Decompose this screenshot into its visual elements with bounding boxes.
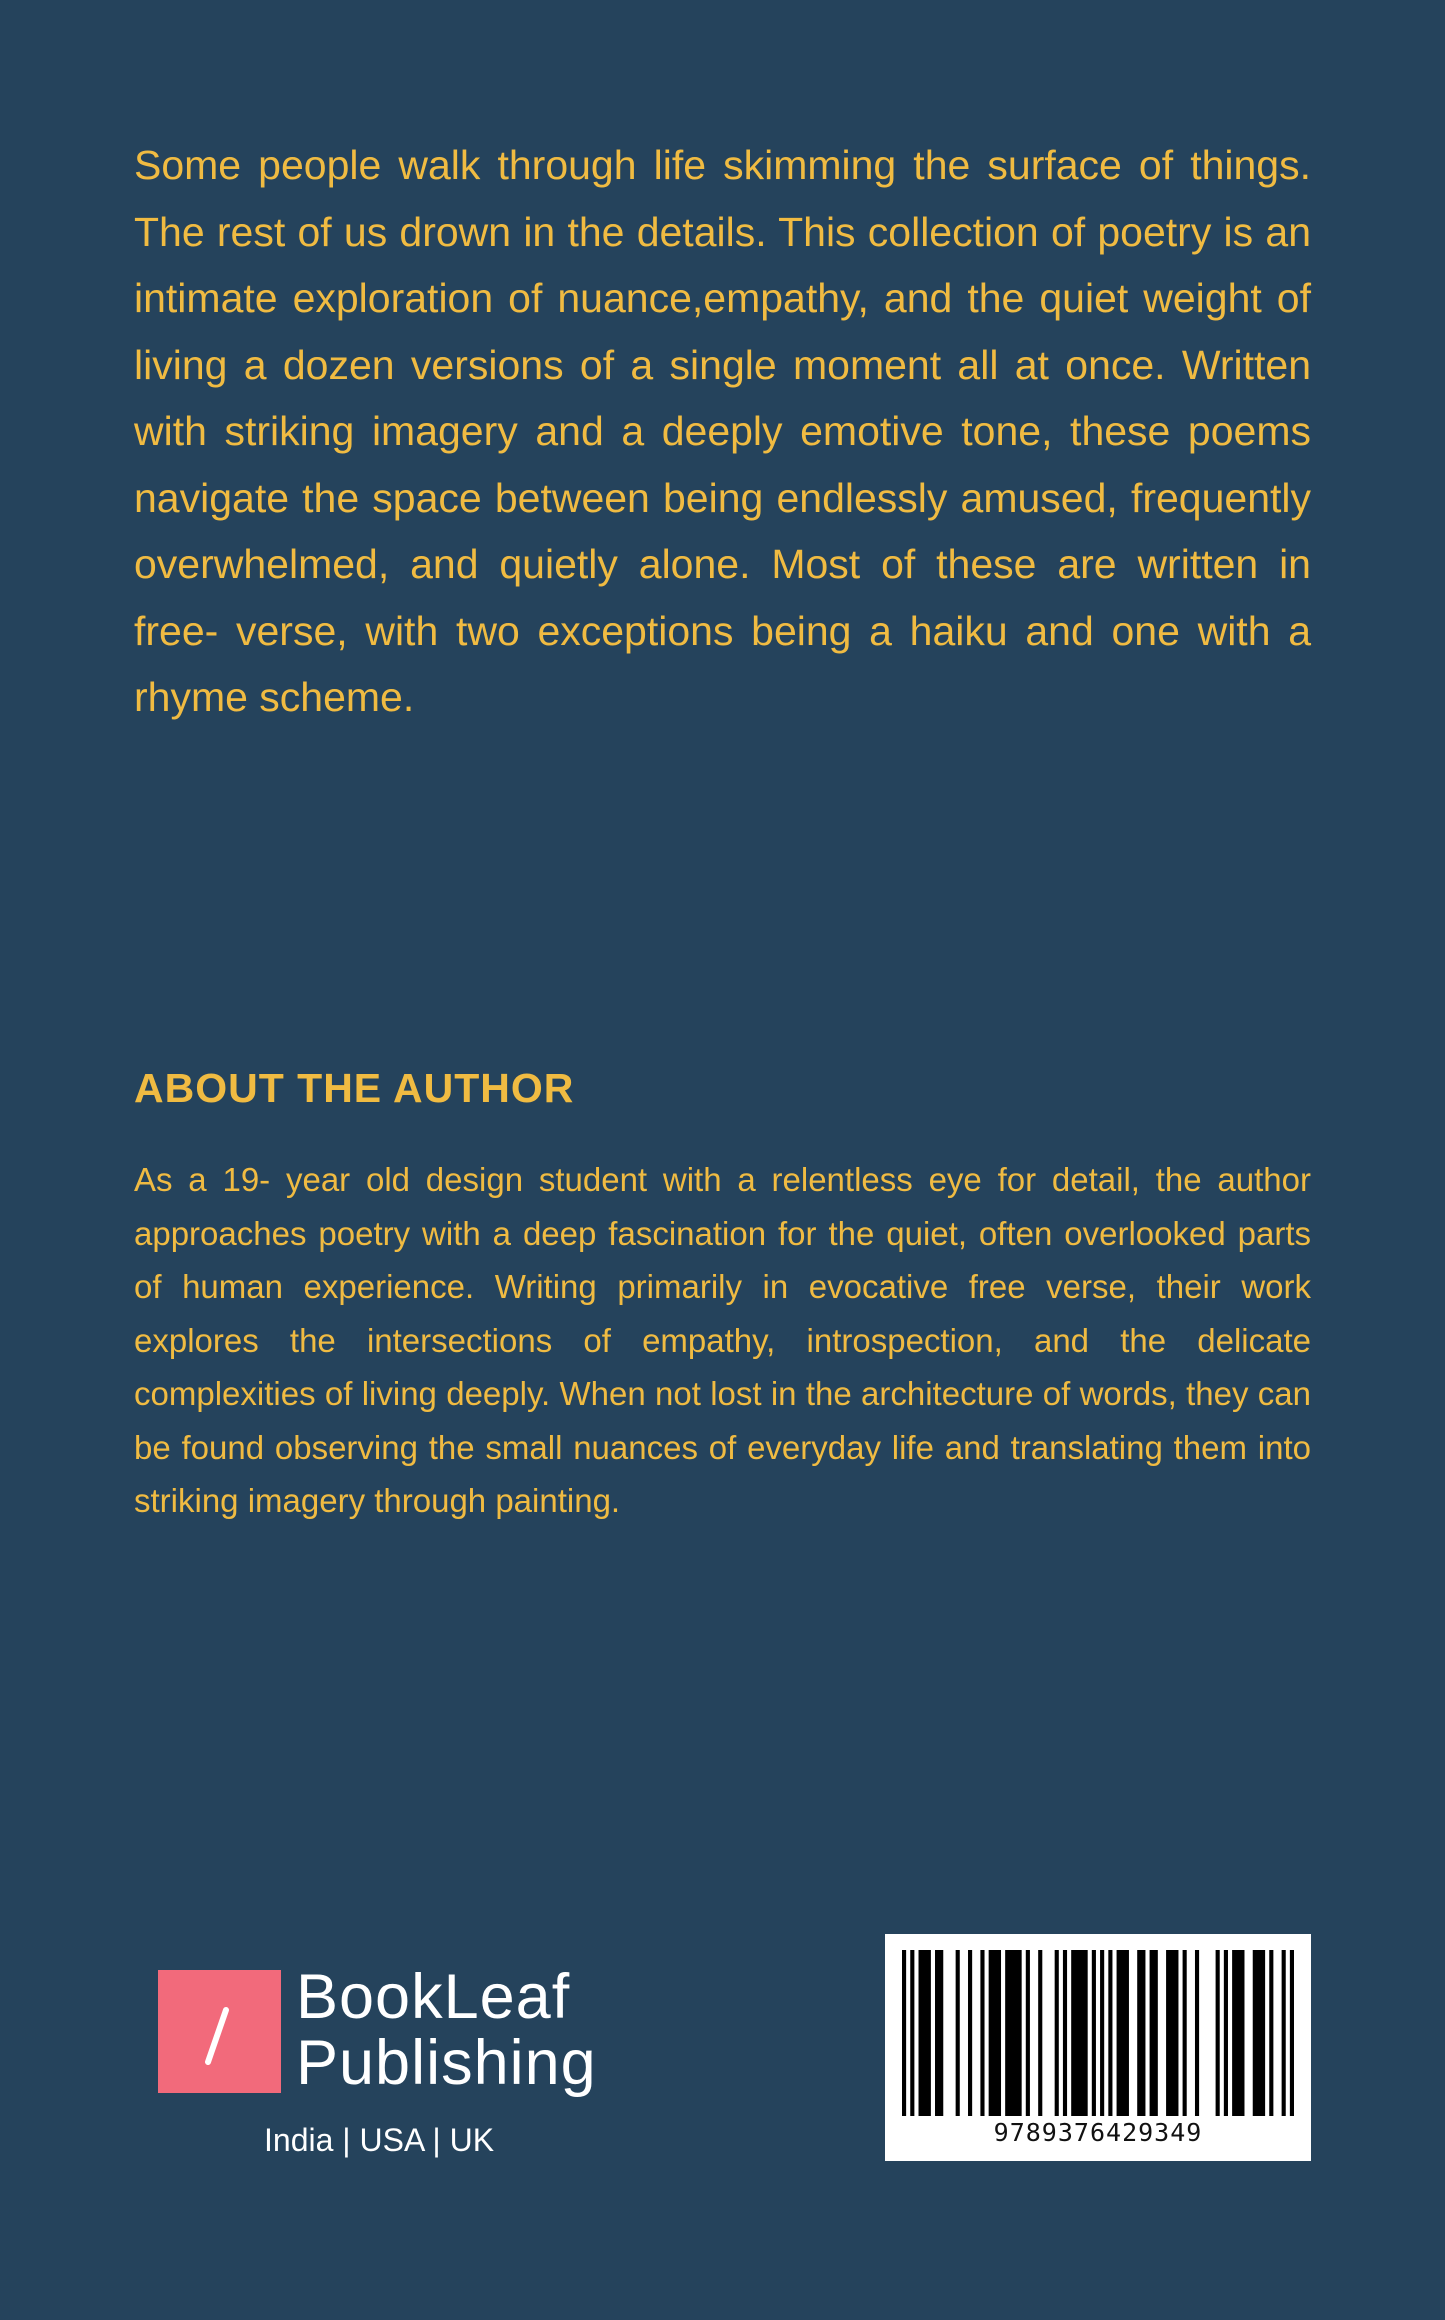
barcode-bar — [935, 1950, 943, 2116]
barcode-bar — [1005, 1950, 1022, 2116]
barcode-bar — [1253, 1950, 1265, 2116]
barcode-bar — [1290, 1950, 1294, 2116]
barcode-bar — [919, 1950, 931, 2116]
slash-logo-icon — [158, 1970, 281, 2093]
barcode-bar — [1063, 1950, 1067, 2116]
barcode-bar — [1108, 1950, 1112, 2116]
barcode-bar — [1150, 1950, 1158, 2116]
barcode-bar — [1137, 1950, 1145, 2116]
publisher-name-line2: Publishing — [296, 2028, 597, 2098]
barcode-bar — [956, 1950, 960, 2116]
barcode-bar — [1232, 1950, 1244, 2116]
barcode-bar — [902, 1950, 906, 2116]
barcode-bar — [1166, 1950, 1178, 2116]
book-blurb: Some people walk through life skimming the surface of things. The rest of us drown in the details. This collection of poetry is an intimate exploration of nuance,empathy, and the quiet weight of living a dozen versions of a single moment all at once. Written with striking imagery and a deeply emotive tone, these poems navigate the space between being endlessly amused, frequently overwhelmed, and quietly alone. Most of these are written in free- verse, with two exceptions being a haiku and one with a rhyme scheme. — [134, 142, 1311, 720]
barcode-bar — [968, 1950, 972, 2116]
about-author-heading: ABOUT THE AUTHOR — [134, 1065, 575, 1111]
barcode-bar — [910, 1950, 914, 2116]
barcode-bar — [1224, 1950, 1228, 2116]
barcode-bar — [1055, 1950, 1059, 2116]
barcode-bars — [902, 1950, 1294, 2116]
isbn-number: 9789376429349 — [993, 2118, 1203, 2147]
barcode-bar — [1183, 1950, 1187, 2116]
barcode-bar — [1100, 1950, 1104, 2116]
barcode-bar — [1071, 1950, 1088, 2116]
publisher-name-line1: BookLeaf — [296, 1962, 571, 2032]
barcode-bar — [1269, 1950, 1273, 2116]
publisher-logo — [158, 1962, 618, 2170]
about-author-text: As a 19- year old design student with a relentless eye for detail, the author approaches poetry with a deep fascination for the quiet, often overlooked parts of human experience. Writing primarily in evocative free verse, their work explores the intersections of empathy, introspection, and the delicate complexities of living deeply. When not lost in the architecture of words, they can be found observing the small nuances of everyday life and translating them into striking imagery through painting. — [134, 1161, 1311, 1519]
barcode-bar — [1282, 1950, 1286, 2116]
barcode-bar — [1117, 1950, 1129, 2116]
barcode-bar — [980, 1950, 984, 2116]
barcode-bar — [1216, 1950, 1220, 2116]
barcode-bar — [1092, 1950, 1096, 2116]
barcode-bar — [1038, 1950, 1042, 2116]
barcode-bar — [989, 1950, 1001, 2116]
barcode-bar — [1026, 1950, 1030, 2116]
publisher-regions: India | USA | UK — [264, 2122, 495, 2158]
isbn-barcode — [885, 1934, 1311, 2161]
barcode-bar — [1195, 1950, 1199, 2116]
